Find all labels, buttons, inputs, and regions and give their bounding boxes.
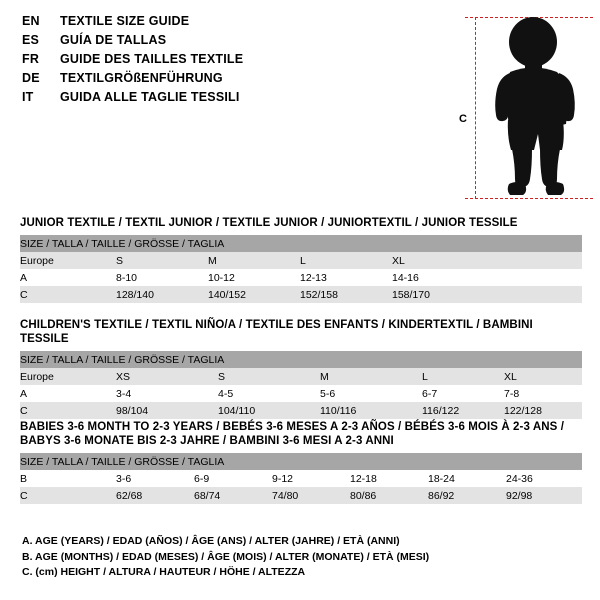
section-title: JUNIOR TEXTILE / TEXTIL JUNIOR / TEXTILE JUNIOR / JUNIORTEXTIL / JUNIOR TESSILE xyxy=(20,217,518,229)
language-title: TEXTILE SIZE GUIDE xyxy=(60,14,190,28)
row-cell: 24-36 xyxy=(506,470,582,487)
row-cell: L xyxy=(300,252,392,269)
language-code: FR xyxy=(22,52,40,66)
legend-line-b: B. AGE (MONTHS) / EDAD (MESES) / ÂGE (MOIS) / ALTER (MONATE) / ETÀ (MESI) xyxy=(22,550,430,563)
row-label: C xyxy=(20,286,116,303)
table-header-row xyxy=(20,453,582,470)
table-header-label: SIZE / TALLA / TAILLE / GRÖSSE / TAGLIA xyxy=(20,453,582,470)
language-code: DE xyxy=(22,71,40,85)
row-label: C xyxy=(20,402,116,419)
measurement-figure xyxy=(445,8,595,203)
table-row xyxy=(20,269,582,286)
row-cell: 152/158 xyxy=(300,286,392,303)
row-cell: 5-6 xyxy=(320,385,422,402)
language-row xyxy=(22,14,442,33)
row-cell: 18-24 xyxy=(428,470,506,487)
row-cell: S xyxy=(116,252,208,269)
language-title-list xyxy=(22,14,442,109)
language-code: EN xyxy=(22,14,40,28)
row-cell-empty xyxy=(484,269,582,286)
language-code: IT xyxy=(22,90,34,104)
row-cell: 3-6 xyxy=(116,470,194,487)
row-label: C xyxy=(20,487,116,504)
language-row xyxy=(22,71,442,90)
row-cell: 7-8 xyxy=(504,385,582,402)
row-cell-empty xyxy=(484,286,582,303)
row-cell: 98/104 xyxy=(116,402,218,419)
row-cell: S xyxy=(218,368,320,385)
row-label: B xyxy=(20,470,116,487)
table-row xyxy=(20,385,582,402)
row-cell: 12-18 xyxy=(350,470,428,487)
row-label: Europe xyxy=(20,368,116,385)
language-title: GUIDE DES TAILLES TEXTILE xyxy=(60,52,244,66)
row-cell: 158/170 xyxy=(392,286,484,303)
row-cell: 4-5 xyxy=(218,385,320,402)
row-cell: 80/86 xyxy=(350,487,428,504)
row-cell: XL xyxy=(504,368,582,385)
table-row xyxy=(20,286,582,303)
row-cell: 116/122 xyxy=(422,402,504,419)
table-row xyxy=(20,487,582,504)
row-cell: 104/110 xyxy=(218,402,320,419)
row-label: A xyxy=(20,385,116,402)
row-cell: L xyxy=(422,368,504,385)
language-row xyxy=(22,52,442,71)
row-cell: 8-10 xyxy=(116,269,208,286)
measure-line-vertical xyxy=(475,17,476,199)
row-cell: XS xyxy=(116,368,218,385)
table-header-row xyxy=(20,351,582,368)
language-row xyxy=(22,33,442,52)
row-cell: 68/74 xyxy=(194,487,272,504)
language-title: GUIDA ALLE TAGLIE TESSILI xyxy=(60,90,240,104)
section-title: BABIES 3-6 MONTH TO 2-3 YEARS / BEBÉS 3-6 MESES A 2-3 AÑOS / BÉBÉS 3-6 MOIS À 2-3 ANS / BABYS 3-6 MONATE BIS 2-3 JAHRE / BAMBINI 3-6 MESI A 2-3 ANNI xyxy=(20,421,564,447)
table-row xyxy=(20,368,582,385)
row-cell: 122/128 xyxy=(504,402,582,419)
row-cell: 9-12 xyxy=(272,470,350,487)
table-row xyxy=(20,252,582,269)
height-measure-label: C xyxy=(459,113,467,125)
row-label: Europe xyxy=(20,252,116,269)
language-code: ES xyxy=(22,33,40,47)
row-cell: 110/116 xyxy=(320,402,422,419)
row-cell-empty xyxy=(484,252,582,269)
section-childrens-textile xyxy=(20,318,582,419)
row-cell: 140/152 xyxy=(208,286,300,303)
row-cell: 74/80 xyxy=(272,487,350,504)
row-cell: 62/68 xyxy=(116,487,194,504)
section-title: CHILDREN'S TEXTILE / TEXTIL NIÑO/A / TEXTILE DES ENFANTS / KINDERTEXTIL / BAMBINI TESSILE xyxy=(20,319,533,345)
table-row xyxy=(20,402,582,419)
language-title: TEXTILGRÖßENFÜHRUNG xyxy=(60,71,223,85)
row-cell: 86/92 xyxy=(428,487,506,504)
size-table-junior xyxy=(20,235,582,303)
row-cell: 92/98 xyxy=(506,487,582,504)
child-silhouette-icon xyxy=(483,16,588,206)
section-junior-textile xyxy=(20,216,582,303)
table-header-label: SIZE / TALLA / TAILLE / GRÖSSE / TAGLIA xyxy=(20,235,582,252)
row-label: A xyxy=(20,269,116,286)
language-title: GUÍA DE TALLAS xyxy=(60,33,167,47)
table-header-label: SIZE / TALLA / TAILLE / GRÖSSE / TAGLIA xyxy=(20,351,582,368)
row-cell: M xyxy=(320,368,422,385)
row-cell: XL xyxy=(392,252,484,269)
row-cell: 128/140 xyxy=(116,286,208,303)
row-cell: 6-7 xyxy=(422,385,504,402)
table-header-row xyxy=(20,235,582,252)
section-babies-textile xyxy=(20,420,582,504)
row-cell: 14-16 xyxy=(392,269,484,286)
row-cell: 12-13 xyxy=(300,269,392,286)
row-cell: 3-4 xyxy=(116,385,218,402)
legend-line-c: C. (cm) HEIGHT / ALTURA / HAUTEUR / HÖHE / ALTEZZA xyxy=(22,566,306,578)
legend-block xyxy=(22,534,582,581)
row-cell: M xyxy=(208,252,300,269)
table-row xyxy=(20,470,582,487)
size-table-children xyxy=(20,351,582,419)
size-table-babies xyxy=(20,453,582,504)
legend-line-a: A. AGE (YEARS) / EDAD (AÑOS) / ÂGE (ANS) / ALTER (JAHRE) / ETÀ (ANNI) xyxy=(22,535,400,547)
language-row xyxy=(22,90,442,109)
row-cell: 10-12 xyxy=(208,269,300,286)
row-cell: 6-9 xyxy=(194,470,272,487)
